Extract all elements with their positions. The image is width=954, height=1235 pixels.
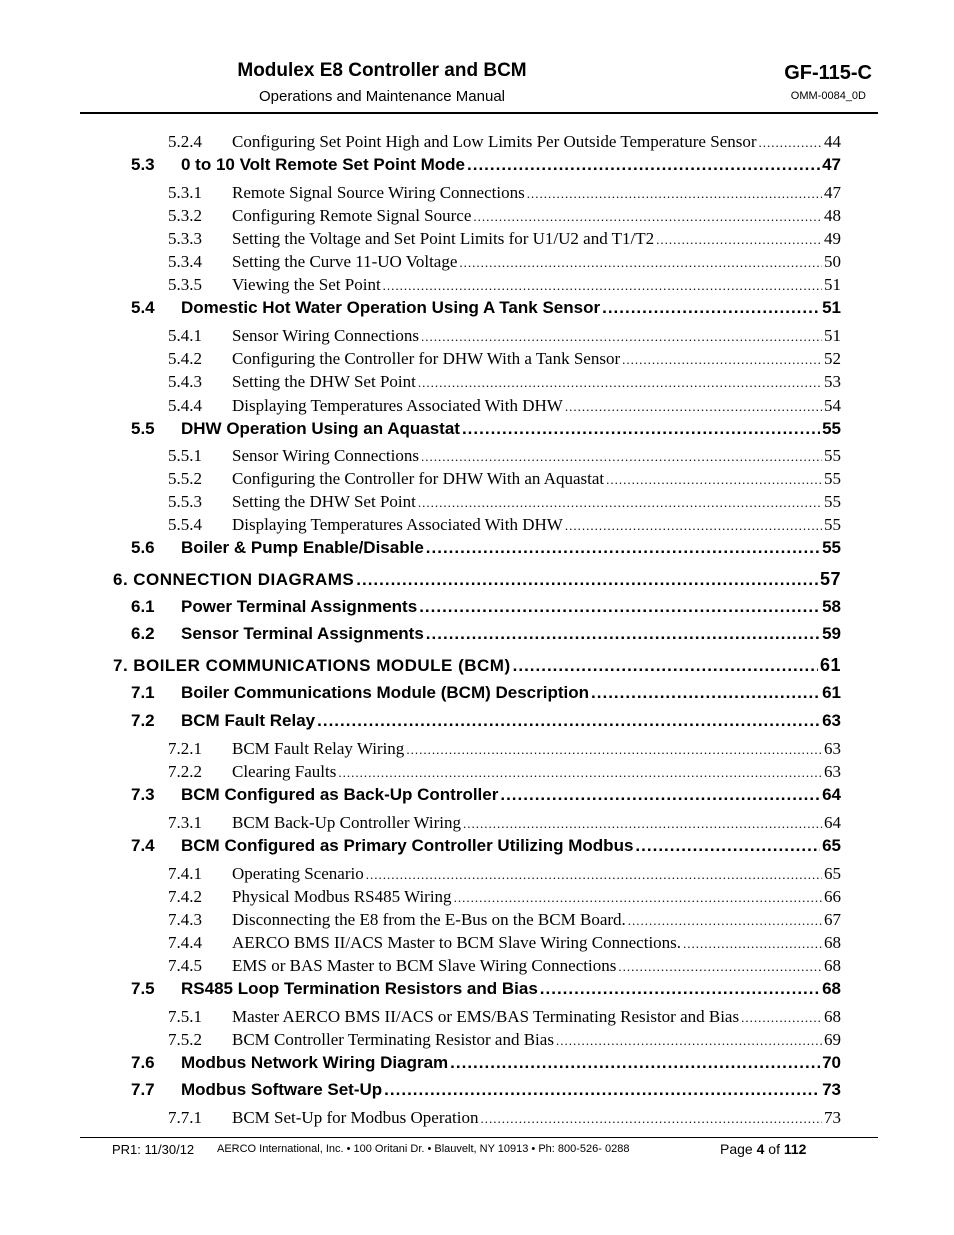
toc-entry-title: Remote Signal Source Wiring Connections [232, 183, 525, 202]
toc-entry[interactable] [168, 910, 841, 930]
toc-entry-page: 64 [824, 813, 841, 832]
toc-entry-page: 73 [824, 1108, 841, 1127]
toc-entry[interactable] [168, 229, 841, 249]
toc-dot-leader [383, 278, 822, 294]
toc-entry[interactable] [168, 183, 841, 203]
toc-entry-title: Modbus Software Set-Up [181, 1080, 383, 1099]
toc-entry-title: RS485 Loop Termination Resistors and Bias [181, 979, 538, 998]
toc-entry-page: 50 [824, 252, 841, 271]
toc-entry-title: Displaying Temperatures Associated With DHW [232, 396, 563, 415]
toc-dot-leader [426, 624, 820, 644]
toc-entry-title: Sensor Terminal Assignments [181, 624, 424, 643]
revision-date: PR1: 11/30/12 [112, 1142, 195, 1157]
toc-entry-page: 44 [824, 132, 841, 151]
toc-entry[interactable] [168, 132, 841, 152]
toc-dot-leader [338, 765, 822, 781]
toc-entry-number: 5.5.1 [168, 446, 202, 465]
toc-entry-number: 7.2.2 [168, 762, 202, 781]
toc-entry-number: 7.7.1 [168, 1108, 202, 1127]
toc-entry-number: 5.3.2 [168, 206, 202, 225]
toc-entry[interactable] [168, 372, 841, 392]
toc-entry-title: BCM Set-Up for Modbus Operation [232, 1108, 479, 1127]
toc-entry-number: 7.3 [131, 785, 155, 804]
toc-entry[interactable] [131, 979, 841, 999]
toc-entry-title: Configuring the Controller for DHW With a Tank Sensor [232, 349, 621, 368]
toc-dot-leader [565, 399, 822, 415]
toc-entry[interactable] [168, 326, 841, 346]
toc-dot-leader [421, 449, 822, 465]
toc-entry-number: 7.5.1 [168, 1007, 202, 1026]
toc-entry-page: 55 [822, 419, 841, 438]
company-address: AERCO International, Inc. • 100 Oritani Dr. • Blauvelt, NY 10913 • Ph: 800-526- 0288 [217, 1143, 630, 1155]
toc-entry-title: BCM Fault Relay [181, 711, 316, 730]
toc-entry-page: 55 [822, 538, 841, 557]
toc-entry-title: Modbus Network Wiring Diagram [181, 1053, 449, 1072]
toc-entry-number: 5.4.3 [168, 372, 202, 391]
toc-entry-number: 5.5 [131, 419, 155, 438]
toc-entry-page: 49 [824, 229, 841, 248]
toc-entry-number: 5.4.1 [168, 326, 202, 345]
toc-entry[interactable] [168, 1108, 841, 1128]
toc-entry-page: 51 [822, 298, 841, 317]
toc-entry[interactable] [131, 624, 841, 644]
toc-entry[interactable] [168, 206, 841, 226]
toc-entry-page: 59 [822, 624, 841, 643]
toc-entry-title: BCM Configured as Back-Up Controller [181, 785, 499, 804]
toc-entry-title: Boiler & Pump Enable/Disable [181, 538, 424, 557]
toc-dot-leader [418, 495, 822, 511]
toc-dot-leader [463, 816, 822, 832]
toc-entry[interactable] [131, 836, 841, 856]
toc-entry-title: Master AERCO BMS II/ACS or EMS/BAS Terminating Resistor and Bias [232, 1007, 740, 1026]
toc-entry-number: 7.4.5 [168, 956, 202, 975]
toc-entry-title: Setting the Curve 11-UO Voltage [232, 252, 458, 271]
toc-dot-leader [384, 1080, 820, 1100]
toc-entry-title: Operating Scenario [232, 864, 364, 883]
toc-entry-title: Displaying Temperatures Associated With DHW [232, 515, 563, 534]
toc-entry[interactable] [131, 1080, 841, 1100]
toc-dot-leader [462, 419, 820, 439]
toc-dot-leader [356, 570, 818, 590]
toc-entry[interactable] [168, 762, 841, 782]
toc-dot-leader [635, 836, 820, 856]
toc-entry-page: 73 [822, 1080, 841, 1099]
toc-dot-leader [418, 375, 822, 391]
toc-entry-number: 7. [113, 656, 129, 675]
toc-dot-leader [602, 298, 820, 318]
toc-entry[interactable] [168, 492, 841, 512]
toc-dot-leader [454, 890, 822, 906]
toc-entry-number: 5.6 [131, 538, 155, 557]
toc-entry[interactable] [168, 1030, 841, 1050]
toc-entry-title: Configuring Set Point High and Low Limits Per Outside Temperature Sensor [232, 132, 757, 151]
document-code: GF-115-C [784, 62, 872, 84]
toc-entry-title: Physical Modbus RS485 Wiring [232, 887, 452, 906]
toc-dot-leader [759, 135, 823, 151]
toc-entry-number: 7.3.1 [168, 813, 202, 832]
toc-entry-page: 55 [824, 492, 841, 511]
toc-entry-number: 5.5.4 [168, 515, 202, 534]
toc-dot-leader [656, 232, 822, 248]
toc-entry-number: 5.4.4 [168, 396, 202, 415]
toc-entry-page: 61 [819, 655, 841, 675]
toc-entry-page: 55 [824, 469, 841, 488]
toc-entry[interactable] [131, 597, 841, 617]
toc-dot-leader [622, 352, 822, 368]
toc-entry[interactable] [168, 252, 841, 272]
toc-entry-number: 7.4 [131, 836, 155, 855]
toc-entry-number: 6. [113, 570, 129, 589]
toc-entry[interactable] [131, 683, 841, 703]
toc-entry-title: Sensor Wiring Connections [232, 446, 419, 465]
toc-entry-page: 47 [822, 155, 841, 174]
toc-entry[interactable] [168, 446, 841, 466]
toc-entry[interactable] [131, 711, 841, 731]
toc-dot-leader [421, 329, 822, 345]
toc-entry-title: BCM Controller Terminating Resistor and Bias [232, 1030, 554, 1049]
toc-dot-leader [591, 683, 820, 703]
toc-entry-page: 68 [824, 956, 841, 975]
toc-entry-page: 55 [824, 515, 841, 534]
toc-entry-number: 5.3.5 [168, 275, 202, 294]
toc-entry-title: Setting the DHW Set Point [232, 372, 416, 391]
toc-entry-page: 48 [824, 206, 841, 225]
toc-entry-number: 5.2.4 [168, 132, 202, 151]
toc-entry-page: 67 [824, 910, 841, 929]
toc-entry-title: BCM Configured as Primary Controller Utilizing Modbus [181, 836, 634, 855]
toc-entry-page: 65 [824, 864, 841, 883]
toc-dot-leader [419, 597, 820, 617]
toc-entry-page: 52 [824, 349, 841, 368]
toc-entry-title: Setting the DHW Set Point [232, 492, 416, 511]
toc-entry-page: 68 [824, 933, 841, 952]
toc-dot-leader [628, 913, 822, 929]
toc-entry-page: 63 [824, 762, 841, 781]
toc-entry-page: 68 [824, 1007, 841, 1026]
toc-entry-page: 69 [824, 1030, 841, 1049]
toc-entry-title: Power Terminal Assignments [181, 597, 418, 616]
toc-entry-page: 70 [822, 1053, 841, 1072]
toc-entry[interactable] [168, 1007, 841, 1027]
toc-entry[interactable] [113, 569, 841, 590]
page-number: Page 4 of 112 [720, 1141, 807, 1157]
toc-dot-leader [683, 936, 822, 952]
toc-entry[interactable] [131, 419, 841, 439]
toc-entry-number: 7.4.3 [168, 910, 202, 929]
toc-entry-title: 0 to 10 Volt Remote Set Point Mode [181, 155, 465, 174]
toc-entry[interactable] [131, 298, 841, 318]
toc-entry-number: 5.3 [131, 155, 155, 174]
toc-entry-number: 5.4 [131, 298, 155, 317]
toc-entry[interactable] [168, 813, 841, 833]
toc-entry-page: 53 [824, 372, 841, 391]
toc-entry-title: Configuring Remote Signal Source [232, 206, 472, 225]
toc-entry[interactable] [168, 469, 841, 489]
toc-entry[interactable] [168, 275, 841, 295]
toc-entry-number: 7.2 [131, 711, 155, 730]
toc-entry-title: Configuring the Controller for DHW With an Aquastat [232, 469, 605, 488]
toc-entry[interactable] [168, 349, 841, 369]
toc-entry[interactable] [131, 155, 841, 175]
toc-entry-page: 65 [822, 836, 841, 855]
toc-entry[interactable] [168, 956, 841, 976]
toc-entry-number: 5.4.2 [168, 349, 202, 368]
toc-dot-leader [426, 538, 820, 558]
toc-entry-title: Setting the Voltage and Set Point Limits for U1/U2 and T1/T2 [232, 229, 655, 248]
toc-entry-number: 7.4.1 [168, 864, 202, 883]
toc-entry[interactable] [168, 396, 841, 416]
toc-entry-title: BCM Back-Up Controller Wiring [232, 813, 461, 832]
toc-entry[interactable] [168, 864, 841, 884]
document-title: Modulex E8 Controller and BCM [237, 60, 527, 81]
toc-dot-leader [540, 979, 820, 999]
toc-entry-number: 7.5.2 [168, 1030, 202, 1049]
toc-entry-page: 63 [822, 711, 841, 730]
toc-entry[interactable] [131, 785, 841, 805]
toc-entry-title: BOILER COMMUNICATIONS MODULE (BCM) [133, 656, 511, 675]
toc-entry-title: AERCO BMS II/ACS Master to BCM Slave Wiring Connections. [232, 933, 682, 952]
toc-entry-page: 51 [824, 275, 841, 294]
page-footer [80, 1137, 878, 1168]
toc-entry[interactable] [168, 739, 841, 759]
toc-entry-title: DHW Operation Using an Aquastat [181, 419, 460, 438]
toc-entry-number: 7.4.2 [168, 887, 202, 906]
toc-entry[interactable] [168, 515, 841, 535]
toc-entry-page: 63 [824, 739, 841, 758]
toc-entry-page: 55 [824, 446, 841, 465]
toc-dot-leader [565, 518, 822, 534]
toc-dot-leader [459, 255, 822, 271]
toc-entry-page: 64 [822, 785, 841, 804]
toc-entry-title: Clearing Faults [232, 762, 337, 781]
toc-entry-title: BCM Fault Relay Wiring [232, 739, 405, 758]
toc-entry-title: Sensor Wiring Connections [232, 326, 419, 345]
toc-entry-number: 7.2.1 [168, 739, 202, 758]
toc-dot-leader [556, 1033, 822, 1049]
toc-entry-number: 6.1 [131, 597, 155, 616]
toc-entry[interactable] [113, 655, 841, 676]
toc-entry[interactable] [131, 538, 841, 558]
toc-dot-leader [606, 472, 822, 488]
toc-entry-page: 47 [824, 183, 841, 202]
toc-entry-number: 7.5 [131, 979, 155, 998]
toc-dot-leader [450, 1053, 820, 1073]
toc-dot-leader [527, 186, 822, 202]
toc-entry-number: 6.2 [131, 624, 155, 643]
toc-entry-page: 68 [822, 979, 841, 998]
toc-entry-page: 66 [824, 887, 841, 906]
toc-entry-number: 7.6 [131, 1053, 155, 1072]
toc-entry-title: CONNECTION DIAGRAMS [133, 570, 355, 589]
document-number: OMM-0084_0D [790, 90, 866, 102]
toc-entry-number: 7.4.4 [168, 933, 202, 952]
toc-entry[interactable] [131, 1053, 841, 1073]
toc-entry-page: 58 [822, 597, 841, 616]
toc-entry-number: 5.3.4 [168, 252, 202, 271]
toc-dot-leader [500, 785, 820, 805]
toc-entry[interactable] [168, 887, 841, 907]
toc-entry-number: 5.5.3 [168, 492, 202, 511]
toc-entry-page: 54 [824, 396, 841, 415]
toc-dot-leader [513, 656, 818, 676]
toc-dot-leader [473, 209, 822, 225]
toc-dot-leader [741, 1010, 822, 1026]
toc-entry-number: 5.3.1 [168, 183, 202, 202]
toc-entry-title: EMS or BAS Master to BCM Slave Wiring Connections [232, 956, 617, 975]
toc-entry-page: 61 [822, 683, 841, 702]
toc-entry-number: 5.3.3 [168, 229, 202, 248]
toc-entry-title: Disconnecting the E8 from the E-Bus on the BCM Board. [232, 910, 626, 929]
toc-dot-leader [317, 711, 820, 731]
toc-entry[interactable] [168, 933, 841, 953]
toc-entry-title: Domestic Hot Water Operation Using A Tank Sensor [181, 298, 601, 317]
document-subtitle: Operations and Maintenance Manual [259, 88, 505, 105]
toc-entry-number: 7.7 [131, 1080, 155, 1099]
toc-dot-leader [467, 155, 820, 175]
toc-entry-number: 5.5.2 [168, 469, 202, 488]
toc-dot-leader [480, 1111, 822, 1127]
toc-dot-leader [406, 742, 822, 758]
toc-entry-number: 7.1 [131, 683, 155, 702]
toc-entry-title: Viewing the Set Point [232, 275, 381, 294]
toc-entry-title: Boiler Communications Module (BCM) Description [181, 683, 590, 702]
toc-dot-leader [366, 867, 822, 883]
toc-entry-page: 51 [824, 326, 841, 345]
toc-dot-leader [618, 959, 822, 975]
toc-entry-page: 57 [819, 569, 841, 589]
